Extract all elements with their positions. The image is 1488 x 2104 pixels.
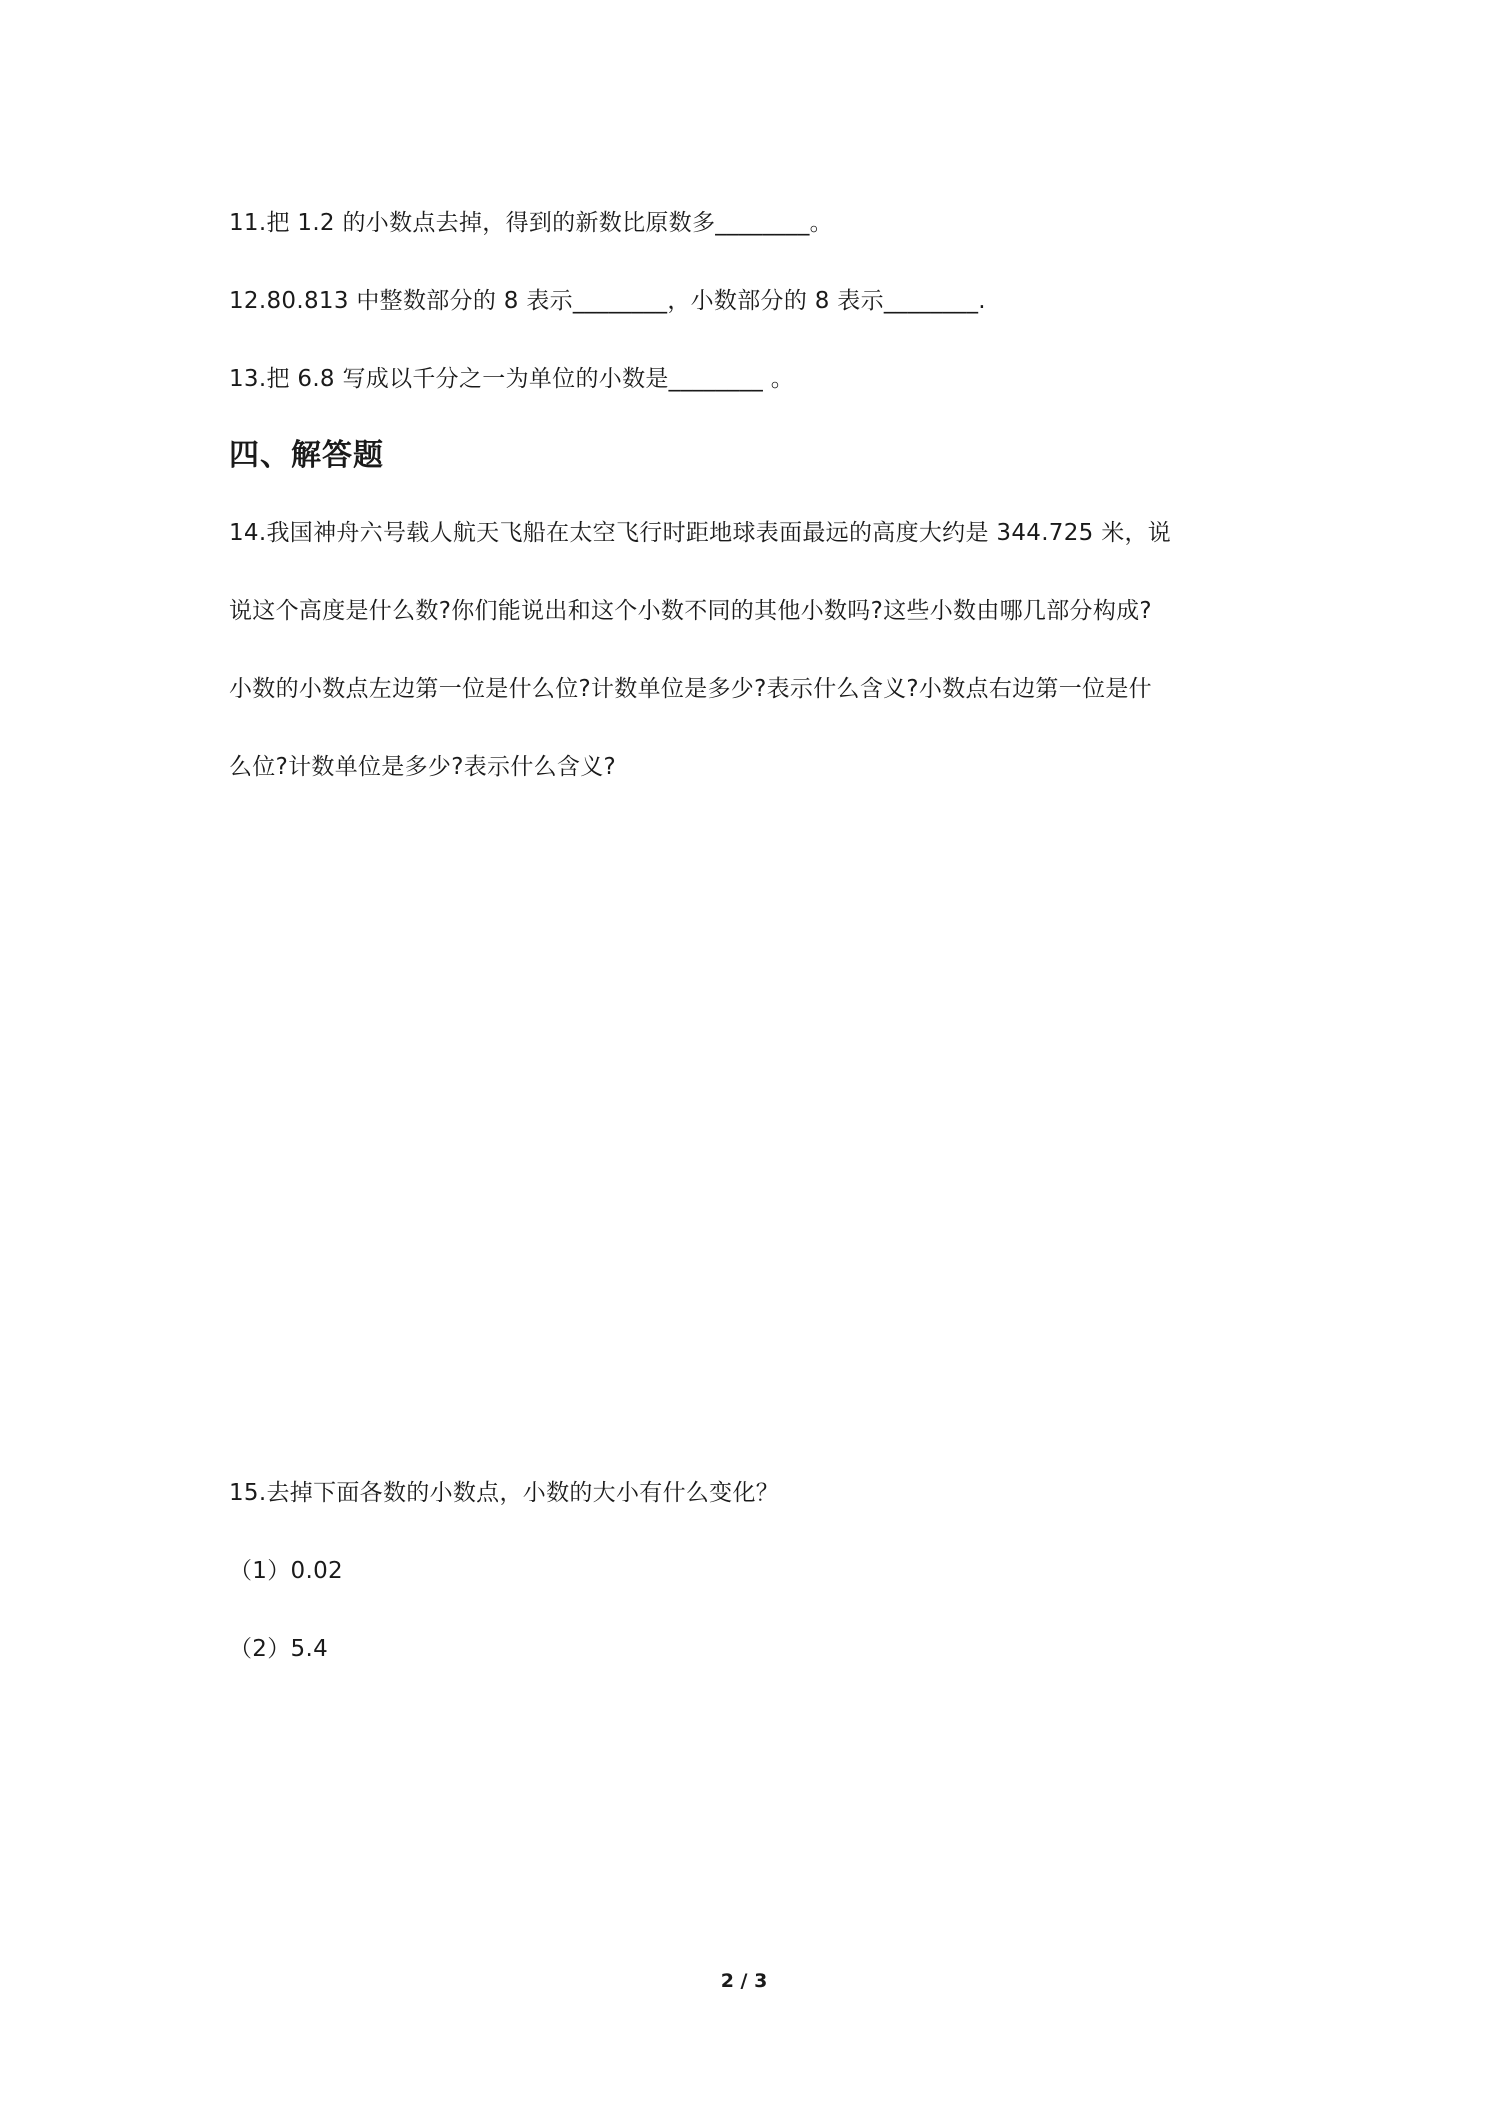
question-13: 13.把 6.8 写成以千分之一为单位的小数是________ 。 (229, 366, 794, 392)
question-15-item-1: （1）0.02 (229, 1558, 343, 1584)
question-14-line-1: 14.我国神舟六号载人航天飞船在太空飞行时距地球表面最远的高度大约是 344.725 米，说 (229, 520, 1172, 546)
question-14-line-2: 说这个高度是什么数?你们能说出和这个小数不同的其他小数吗?这些小数由哪几部分构成? (229, 598, 1152, 624)
section-heading: 四、解答题 (229, 438, 384, 473)
question-14-line-3: 小数的小数点左边第一位是什么位?计数单位是多少?表示什么含义?小数点右边第一位是什 (229, 676, 1152, 702)
question-14-line-4: 么位?计数单位是多少?表示什么含义? (229, 754, 617, 780)
question-15-item-2: （2）5.4 (229, 1636, 329, 1662)
question-11: 11.把 1.2 的小数点去掉，得到的新数比原数多________。 (229, 210, 833, 236)
page-number: 2 / 3 (720, 1970, 768, 1992)
question-15-stem: 15.去掉下面各数的小数点，小数的大小有什么变化？ (229, 1480, 780, 1506)
question-12: 12.80.813 中整数部分的 8 表示________，小数部分的 8 表示________. (229, 288, 986, 314)
